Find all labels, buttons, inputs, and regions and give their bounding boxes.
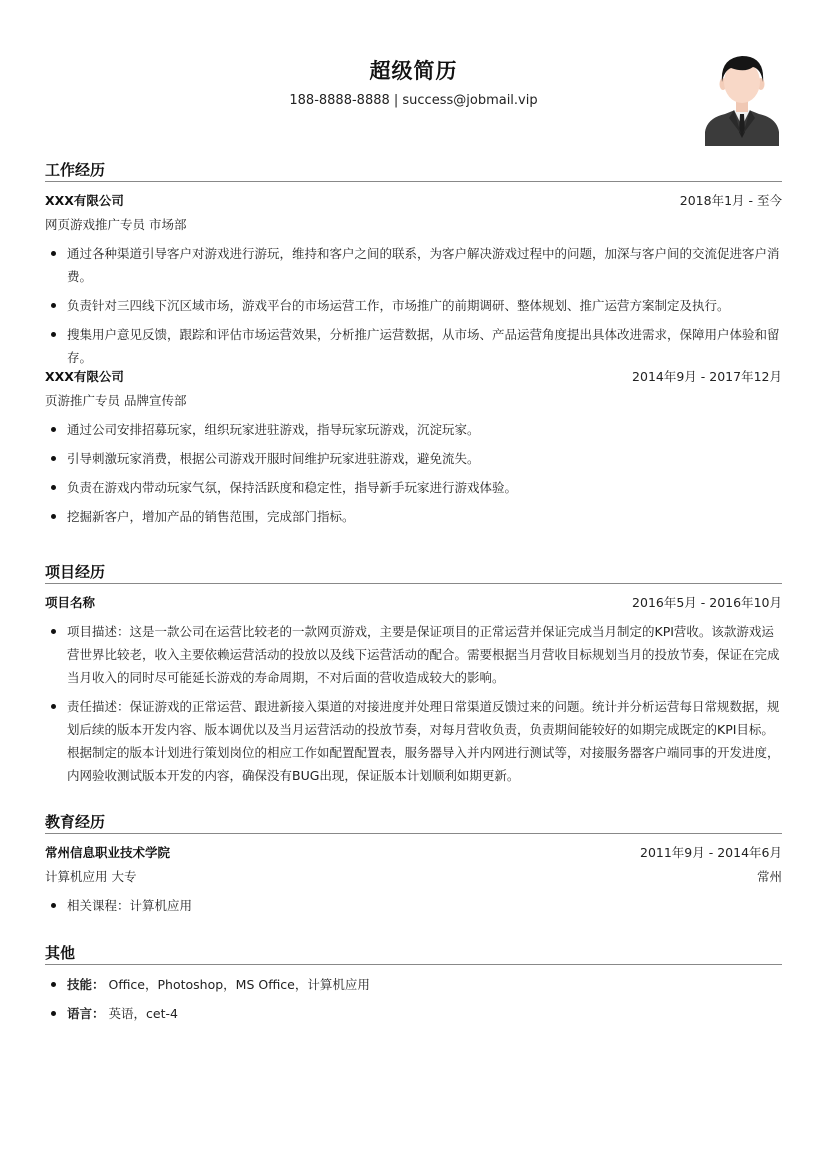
list-item: 项目描述：这是一款公司在运营比较老的一款网页游戏，主要是保证项目的正常运营并保证完成当月制定的KPI营收。该款游戏运营世界比较老，收入主要依赖运营活动的投放以及线下运营活动的配合。需要根据当月营收目标规划当月的投放节奏，保证在完成当月收入的同时尽可能延长游戏的寿命周期，不对后面的营收造成较大的影响。	[45, 620, 782, 689]
job-entry	[45, 189, 782, 369]
job-bullet-list	[45, 242, 782, 369]
list-item: 负责针对三四线下沉区域市场，游戏平台的市场运营工作，市场推广的前期调研、整体规划、推广运营方案制定及执行。	[45, 294, 782, 317]
contact-info: 188-8888-8888 | success@jobmail.vip	[289, 93, 538, 108]
job-role: 页游推广专员 品牌宣传部	[45, 393, 187, 408]
language-label: 语言：	[67, 1006, 105, 1021]
list-item: 挖掘新客户，增加产品的销售范围，完成部门指标。	[45, 505, 782, 528]
resume-name: 超级简历	[369, 59, 458, 83]
resume-page	[45, 0, 782, 1169]
education-city: 常州	[756, 869, 782, 884]
language-item	[45, 1002, 782, 1025]
project-name: 项目名称	[45, 595, 96, 610]
other-bullet-list	[45, 973, 782, 1025]
list-item: 通过公司安排招募玩家，组织玩家进驻游戏，指导玩家玩游戏，沉淀玩家。	[45, 418, 782, 441]
education-section-title: 教育经历	[45, 811, 782, 834]
list-item: 相关课程：计算机应用	[45, 894, 782, 917]
school-name: 常州信息职业技术学院	[45, 845, 171, 860]
job-company: XXX有限公司	[45, 369, 124, 384]
skills-item	[45, 973, 782, 996]
education-major: 计算机应用 大专	[45, 869, 137, 884]
other-section-title: 其他	[45, 942, 782, 965]
project-section-title: 项目经历	[45, 561, 782, 584]
list-item: 负责在游戏内带动玩家气氛，保持活跃度和稳定性，指导新手玩家进行游戏体验。	[45, 476, 782, 499]
list-item: 通过各种渠道引导客户对游戏进行游玩，维持和客户之间的联系，为客户解决游戏过程中的问题，加深与客户间的交流促进客户消费。	[45, 242, 782, 288]
skills-label: 技能：	[67, 977, 105, 992]
work-section-title: 工作经历	[45, 159, 782, 182]
other-section	[45, 942, 782, 1031]
resume-header	[45, 52, 782, 152]
job-date: 2014年9月 - 2017年12月	[632, 369, 782, 384]
list-item: 引导刺激玩家消费，根据公司游戏开服时间维护玩家进驻游戏，避免流失。	[45, 447, 782, 470]
education-date: 2011年9月 - 2014年6月	[640, 845, 782, 860]
language-value: 英语，cet-4	[108, 1006, 178, 1021]
education-section	[45, 811, 782, 923]
skills-value: Office，Photoshop，MS Office，计算机应用	[108, 977, 370, 992]
job-entry	[45, 365, 782, 528]
job-bullet-list	[45, 418, 782, 528]
avatar	[705, 52, 779, 146]
list-item: 责任描述：保证游戏的正常运营、跟进新接入渠道的对接进度并处理日常渠道反馈过来的问题。统计并分析运营每日常规数据，规划后续的版本开发内容、版本调优以及当月运营活动的投放节奏，对每月营收负责，负责期间能较好的如期完成既定的KPI目标。根据制定的版本计划进行策划岗位的相应工作如配置配置表，服务器导入并内网进行测试等，对接服务器客户端同事的开发进度，内网验收测试版本开发的内容，确保没有BUG出现，保证版本计划顺利如期更新。	[45, 695, 782, 787]
job-company: XXX有限公司	[45, 193, 124, 208]
project-section	[45, 561, 782, 793]
work-section	[45, 159, 782, 534]
project-date: 2016年5月 - 2016年10月	[632, 595, 782, 610]
project-bullet-list	[45, 620, 782, 787]
job-date: 2018年1月 - 至今	[679, 193, 782, 208]
education-bullet-list	[45, 894, 782, 917]
list-item: 搜集用户意见反馈，跟踪和评估市场运营效果，分析推广运营数据，从市场、产品运营角度提出具体改进需求，保障用户体验和留存。	[45, 323, 782, 369]
job-role: 网页游戏推广专员 市场部	[45, 217, 187, 232]
